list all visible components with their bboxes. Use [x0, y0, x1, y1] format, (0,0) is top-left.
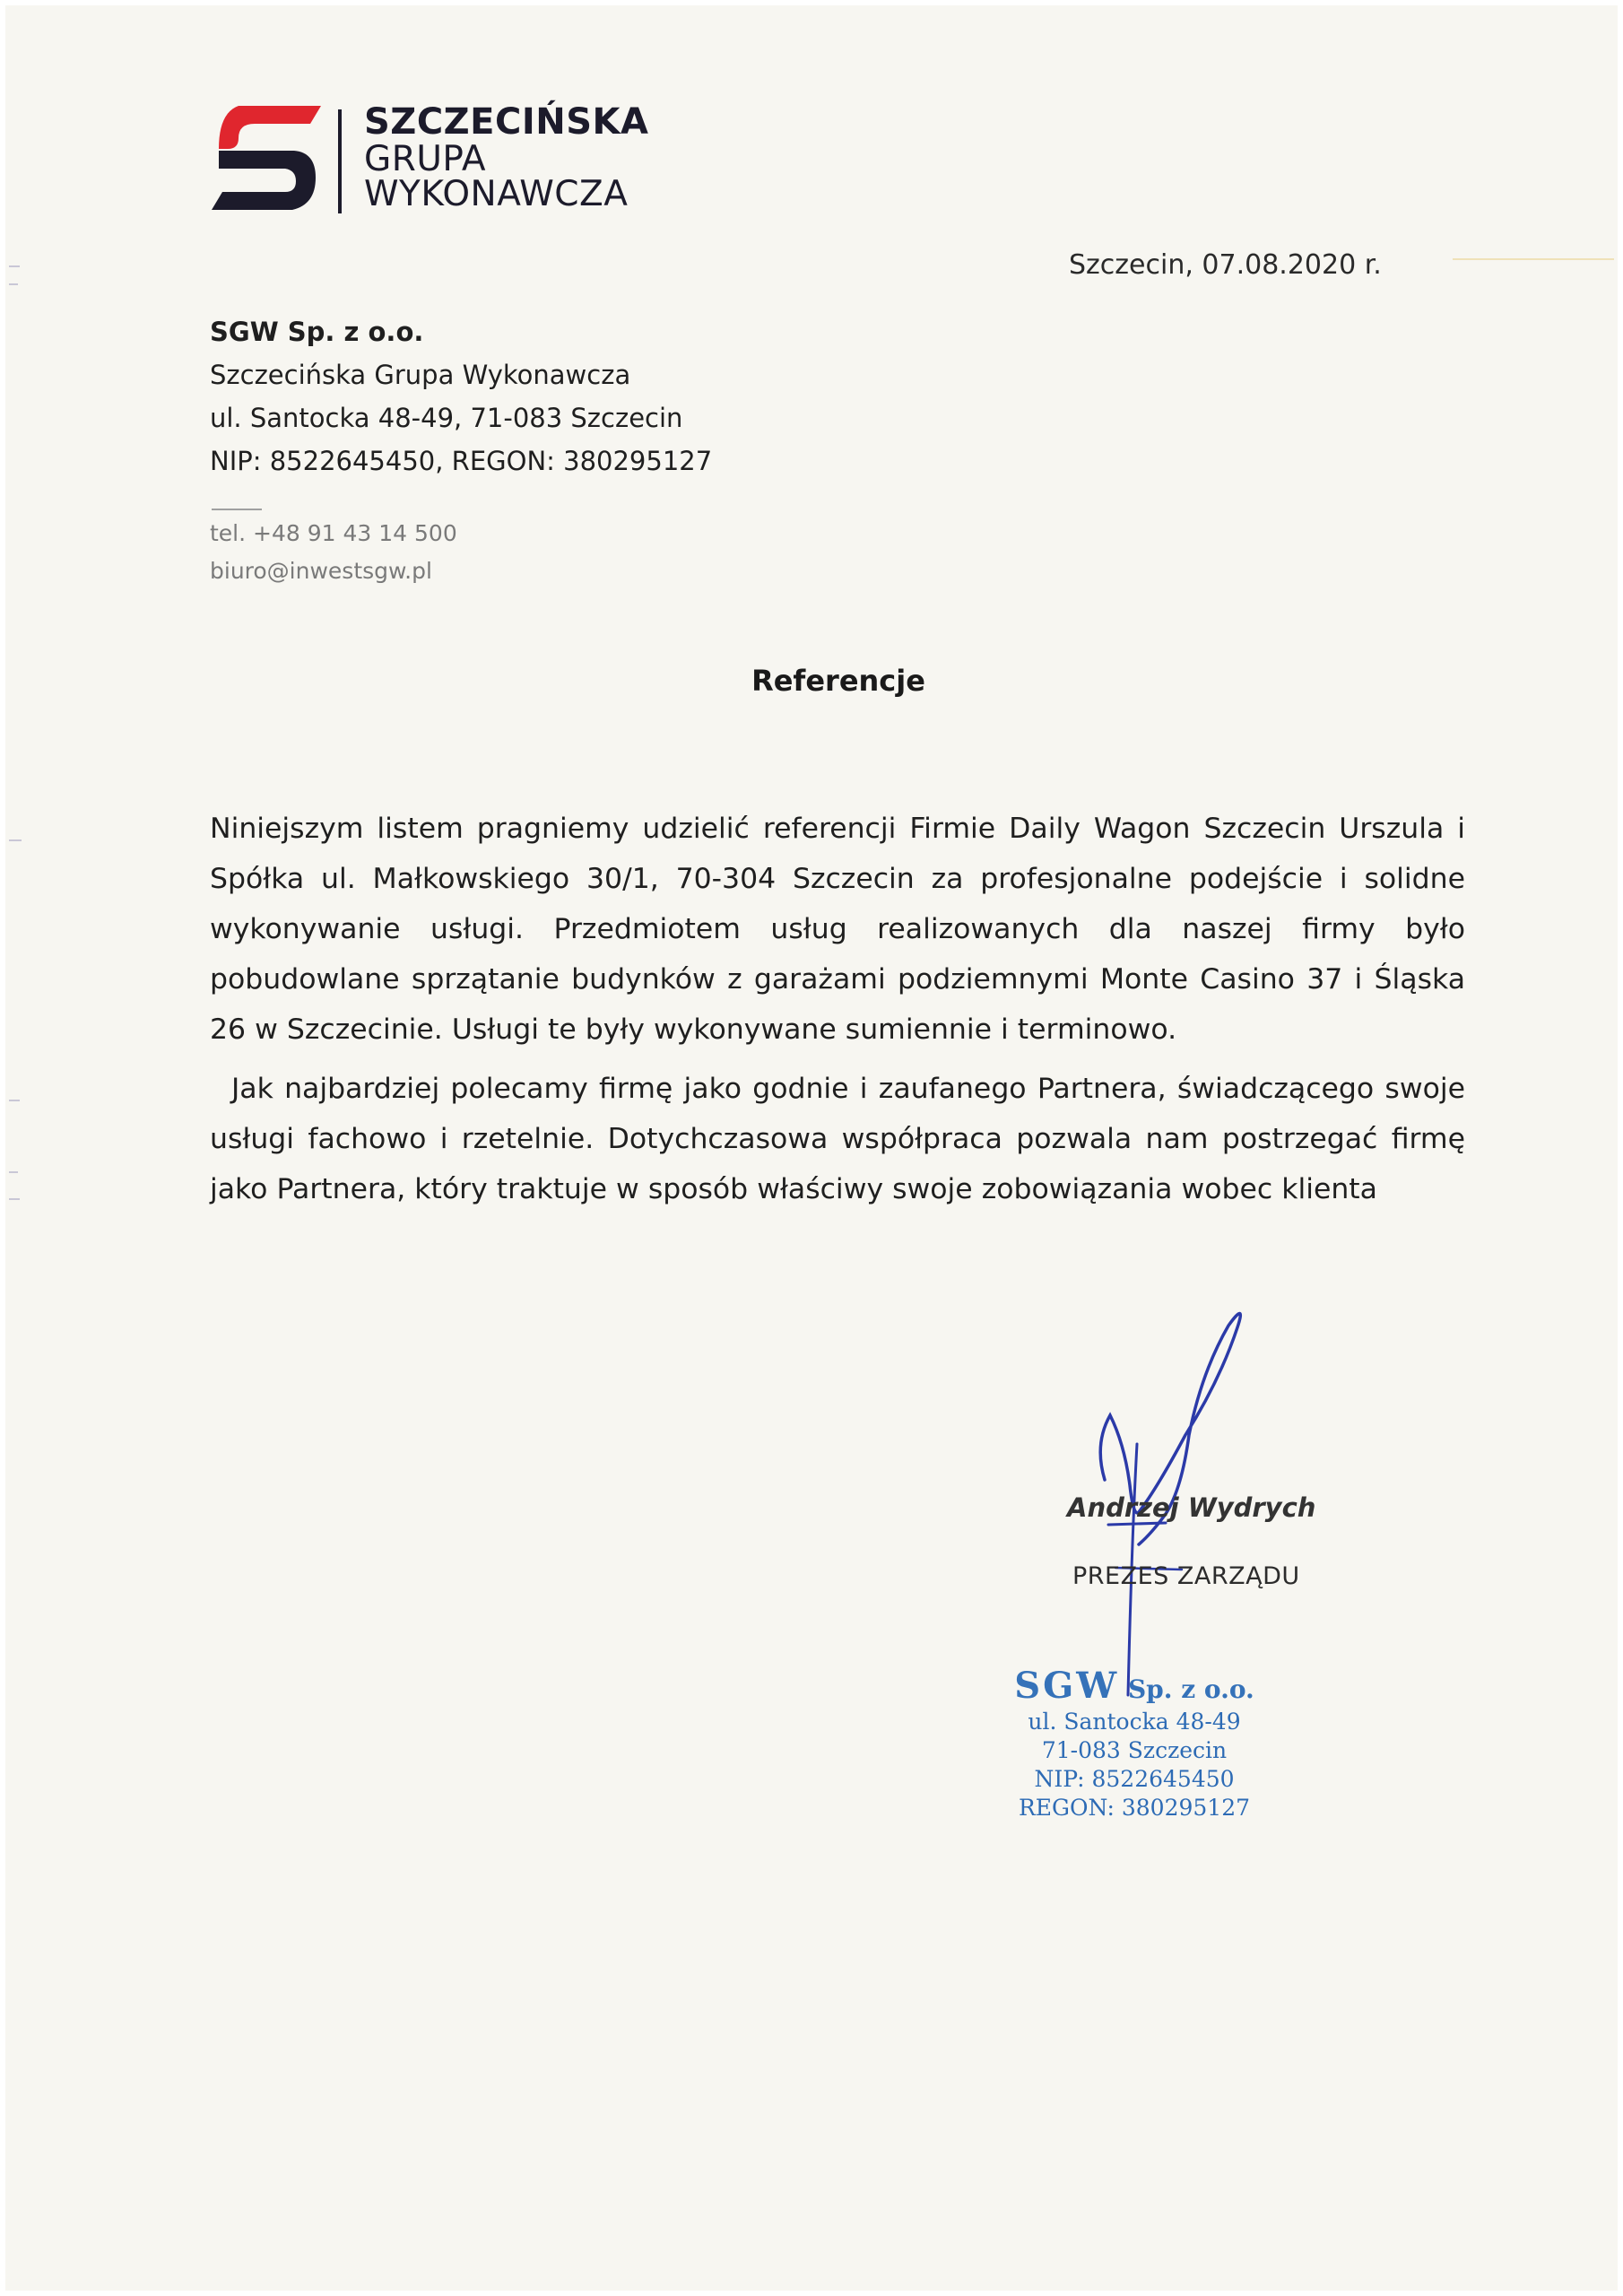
stamp-company: SGW	[1014, 1665, 1120, 1707]
stamp-line-1	[986, 1665, 1282, 1708]
letter-date: Szczecin, 07.08.2020 r.	[1069, 249, 1382, 281]
scan-artifact-line	[1453, 258, 1614, 260]
scan-edge-marks	[5, 257, 25, 1243]
contact-email: biuro@inwestsgw.pl	[210, 558, 432, 584]
sender-full-name: Szczecińska Grupa Wykonawcza	[210, 360, 631, 390]
stamp-legal-form: Sp. z o.o.	[1127, 1674, 1254, 1704]
contact-divider	[212, 509, 262, 510]
body-paragraph-2: Jak najbardziej polecamy firmę jako godnie i zaufanego Partnera, świadczącego swoje usługi fachowo i rzetelnie. Dotychczasowa współpraca pozwala nam postrzegać firmę jako Partnera, który traktuje w sposób właściwy swoje zobowiązania wobec klienta	[210, 1073, 1465, 1205]
sender-block	[210, 310, 712, 483]
contact-phone: tel. +48 91 43 14 500	[210, 520, 457, 546]
stamp-line-4: NIP: 8522645450	[1034, 1766, 1235, 1792]
signatory-name: Andrzej Wydrych	[1067, 1492, 1316, 1523]
stamp-line-2: ul. Santocka 48-49	[1028, 1709, 1241, 1735]
logo-wordmark	[364, 102, 648, 212]
signatory-title: PREZES ZARZĄDU	[1072, 1562, 1300, 1590]
body-paragraph-1: Niniejszym listem pragniemy udzielić referencji Firmie Daily Wagon Szczecin Urszula i Spółka ul. Małkowskiego 30/1, 70-304 Szczecin za profesjonalne podejście i solidne wykonywanie usługi. Przedmiotem usług realizowanych dla naszej firmy było pobudowlane sprzątanie budynków z garażami podziemnymi Monte Casino 37 i Śląska 26 w Szczecinie. Usługi te były wykonywane sumiennie i terminowo.	[210, 813, 1465, 1046]
contact-block	[210, 515, 457, 590]
sgw-logo-icon	[212, 106, 321, 212]
sender-name: SGW Sp. z o.o.	[210, 317, 424, 347]
letter-title: Referencje	[751, 664, 925, 698]
logo-line-3: WYKONAWCZA	[364, 174, 629, 214]
stamp-line-3: 71-083 Szczecin	[1041, 1737, 1228, 1763]
company-stamp	[986, 1665, 1282, 1822]
logo-line-1: SZCZECIŃSKA	[364, 101, 649, 143]
company-logo	[212, 101, 696, 222]
logo-divider	[338, 109, 342, 213]
sender-ids: NIP: 8522645450, REGON: 380295127	[210, 446, 713, 476]
sender-address: ul. Santocka 48-49, 71-083 Szczecin	[210, 403, 683, 433]
logo-line-2: GRUPA	[364, 139, 487, 179]
stamp-line-5: REGON: 380295127	[1018, 1795, 1251, 1821]
letter-body	[210, 804, 1465, 1214]
